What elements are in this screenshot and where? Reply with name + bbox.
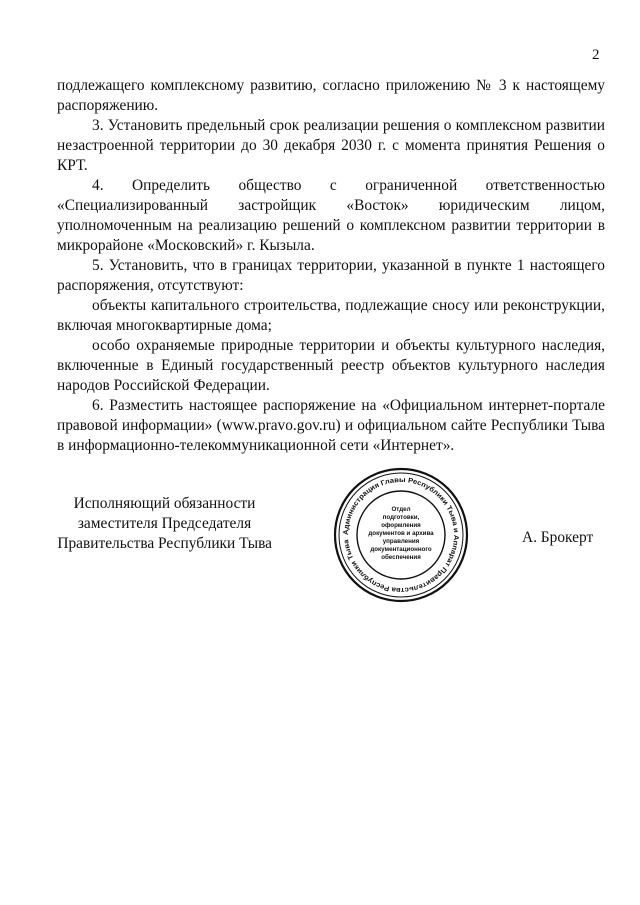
signatory-position bbox=[57, 494, 272, 554]
official-seal bbox=[333, 467, 469, 603]
document-body bbox=[57, 76, 605, 456]
paragraph-subitem-capital-objects: объекты капитального строительства, подлежащие сносу или реконструкции, включая многоквартирные дома; bbox=[57, 297, 605, 334]
seal-inner-line: подготовки, bbox=[382, 514, 420, 521]
seal-outer-text: Администрация Главы Республики Тыва и Аппарат Правительства Республики Тыва bbox=[342, 476, 460, 594]
seal-inner-line: Отдел bbox=[391, 506, 411, 513]
seal-inner-line: управления bbox=[382, 538, 420, 545]
paragraph-item-6: 6. Разместить настоящее распоряжение на «Официальном интернет-портале правовой информации» (www.pravo.gov.ru) и официальном сайте Республики Тыва в информационно-телекоммуникационной сети «Интернет». bbox=[57, 397, 605, 454]
seal-inner-line: документов и архива bbox=[368, 530, 434, 537]
signatory-position-line: Исполняющий обязанности bbox=[73, 495, 256, 512]
seal-inner-line: обеспечения bbox=[381, 554, 421, 561]
paragraph-item-5: 5. Установить, что в границах территории, указанной в пункте 1 настоящего распоряжения, отсутствуют: bbox=[57, 257, 605, 294]
page-number: 2 bbox=[592, 47, 600, 63]
paragraph-item-3: 3. Установить предельный срок реализации решения о комплексном развитии незастроенной территории до 30 декабря 2030 г. с момента принятия Решения о КРТ. bbox=[57, 117, 605, 174]
signatory-position-line: Правительства Республики Тыва bbox=[57, 535, 272, 552]
signatory-position-line: заместителя Председателя bbox=[77, 515, 252, 532]
paragraph-subitem-protected-areas: особо охраняемые природные территории и объекты культурного наследия, включенные в Единый государственный реестр объектов культурного наследия народов Российской Федерации. bbox=[57, 337, 605, 394]
paragraph-item-4: 4. Определить общество с ограниченной ответственностью «Специализированный застройщик «Восток» юридическим лицом, уполномоченным на реализацию решений о комплексном развитии территории в микрорайоне «Московский» г. Кызыла. bbox=[57, 177, 605, 254]
seal-inner-line: оформления bbox=[381, 522, 421, 529]
seal-inner-line: документационного bbox=[370, 546, 432, 553]
signatory-name: А. Брокерт bbox=[522, 529, 594, 546]
paragraph: подлежащего комплексному развитию, согласно приложению № 3 к настоящему распоряжению. bbox=[57, 77, 605, 114]
